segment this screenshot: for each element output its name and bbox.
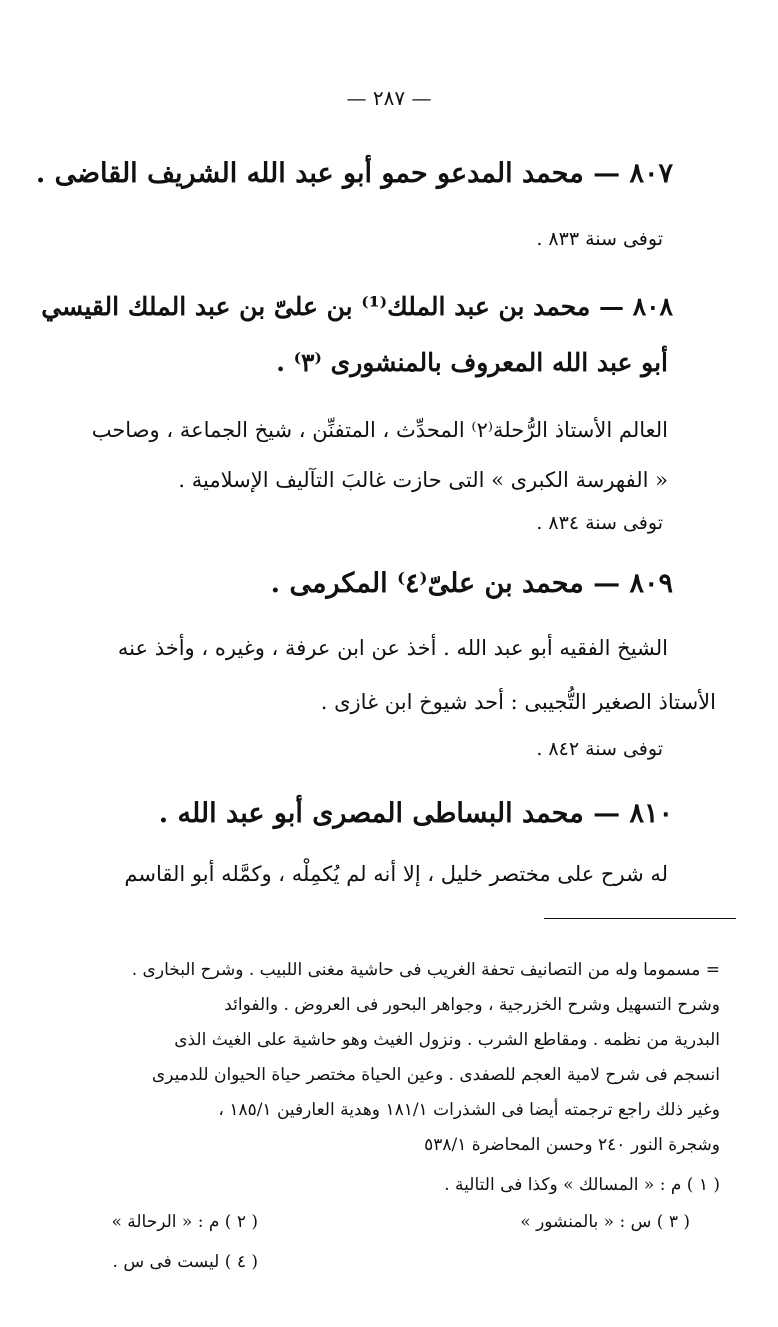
footnote-4: ( ٤ ) ليست فى س . (112, 1252, 258, 1272)
page-number: — ٢٨٧ — (346, 86, 432, 110)
entry-808-heading-continued: أبو عبد الله المعروف بالمنشورى ⁽٣⁾ . (276, 348, 668, 377)
footnote-continued-line-6: وشجرة النور ٢٤٠ وحسن المحاضرة ٥٣٨/١ (424, 1135, 720, 1155)
entry-808-line-1: العالم الأستاذ الرُّحلة⁽٢⁾ المحدِّث ، المتفنِّن ، شيخ الجماعة ، وصاحب (91, 418, 668, 442)
footnote-continued-line-2: وشرح التسهيل وشرح الخزرجية ، وجواهر البحور فى العروض . والفوائد (224, 995, 720, 1015)
entry-809-death-year: توفى سنة ٨٤٢ . (536, 738, 663, 760)
footnote-continued-line-1: = مسموما وله من التصانيف تحفة الغريب فى حاشية مغنى اللبيب . وشرح البخارى . (131, 960, 720, 980)
entry-809-line-1: الشيخ الفقيه أبو عبد الله . أخذ عن ابن عرفة ، وغيره ، وأخذ عنه (117, 636, 668, 660)
footnote-continued-line-4: انسجم فى شرح لامية العجم للصفدى . وعين الحياة مختصر حياة الحيوان للدميرى (151, 1065, 720, 1085)
footnote-continued-line-5: وغير ذلك راجع ترجمته أيضا فى الشذرات ١٨١/١ وهدية العارفين ١٨٥/١ ، (218, 1100, 720, 1120)
entry-809-line-2: الأستاذ الصغير التُّجيبى : أحد شيوخ ابن غازى . (320, 690, 716, 714)
entry-808-death-year: توفى سنة ٨٣٤ . (536, 512, 663, 534)
footnote-2: ( ٢ ) م : « الرحالة » (111, 1212, 258, 1232)
entry-808-heading: ٨٠٨ — محمد بن عبد الملك⁽¹⁾ بن علىّ بن عبد الملك القيسي (41, 292, 673, 321)
entry-807-death-year: توفى سنة ٨٣٣ . (536, 228, 663, 250)
entry-809-heading: ٨٠٩ — محمد بن علىّ⁽٤⁾ المكرمى . (270, 568, 673, 599)
footnote-3: ( ٣ ) س : « بالمنشور » (520, 1212, 690, 1232)
entry-808-line-2: « الفهرسة الكبرى » التى حازت غالبَ التآليف الإسلامية . (178, 468, 668, 492)
footnote-continued-line-3: البدرية من نظمه . ومقاطع الشرب . ونزول الغيث وهو حاشية على الغيث الذى (174, 1030, 720, 1050)
footnote-1: ( ١ ) م : « المسالك » وكذا فى التالية . (444, 1175, 720, 1195)
entry-810-line-1: له شرح على مختصر خليل ، إلا أنه لم يُكمِلْه ، وكمَّله أبو القاسم (124, 862, 668, 886)
entry-807-heading: ٨٠٧ — محمد المدعو حمو أبو عبد الله الشريف القاضى . (35, 158, 673, 189)
footnote-rule (544, 918, 736, 919)
entry-810-heading: ٨١٠ — محمد البساطى المصرى أبو عبد الله . (158, 798, 673, 829)
